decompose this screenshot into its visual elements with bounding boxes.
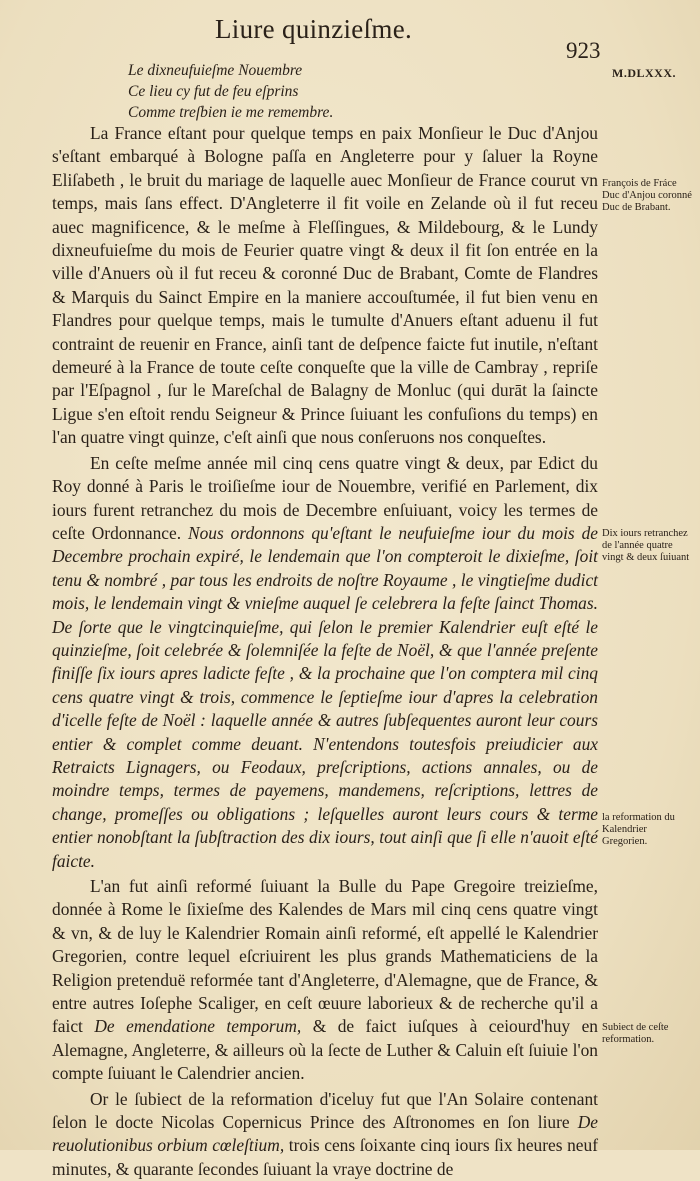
page-number: 923	[566, 38, 601, 63]
running-title: Liure quinzieſme.	[215, 14, 413, 44]
book-title: De emendatione temporum,	[94, 1016, 302, 1037]
paragraph-anjou: La France eſtant pour quelque temps en paix Monſieur le Duc d'Anjou s'eſtant embarqué à Bologne paſſa en Angleterre pour y ſaluer la Royne Eliſabeth , le bruit du mariage de laquelle auec Monſieur de France courut vn temps, mais ſans effect. D'Angleterre il fit voile en Zelande où il fut receu auec magnificence, & le meſme à Fleſſingues, & Mildebourg, & le Lundy dixneufuieſme du mois de Feurier quatre vingt & deux il fit ſon entrée en la ville d'Anuers où il fut receu & coronné Duc de Brabant, Comte de Flandres & Marquis du Sainct Empire en la maniere accouſtumée, il fut bien venu en Flandres pour quelque temps, mais le tumulte d'Anuers eſtant aduenu il fut contraint de reuenir en France, ainſi tant de deſpence faicte fut inutile, n'eſtant demeuré à la France de toute ceſte conqueſte que la ville de Cambray , repriſe par l'Eſpagnol , ſur le Mareſchal de Balagny de Monluc (qui durāt la ſaincte Ligue s'en eſtoit rendu Seigneur & Prince ſuiuant les confuſions du temps) en l'an quatre vingt quinze, c'eſt ainſi que nous conſeruons nos conqueſtes.	[52, 123, 598, 448]
verse-inscription	[128, 60, 333, 123]
margin-note-anjou: François de Fráce Duc d'Anjou coronné Duc de Brabant.	[602, 178, 692, 213]
paragraph-gregorian: L'an fut ainſi reformé ſuiuant la Bulle du Pape Gregoire treizieſme, donnée à Rome le ſixieſme des Kalendes de Mars mil cinq cens quatre vingt & vn, & de luy le Kalendrier Romain ainſi reformé, eſt appellé le Kalendrier Gregorien, contre lequel eſcriuirent les plus grands Mathematiciens de la Religion pretenduë reformée tant d'Angleterre, d'Alemagne, que de France, & entre autres Ioſephe Scaliger, en ceſt œuure laborieux & de recherche qu'il a faict De emendatione temporum, & de faict iuſques à ceiourd'huy en Alemagne, Angleterre, & ailleurs où la ſecte de Luther & Caluin eſt ſuiuie l'on compte ſuiuant le Calendrier ancien.	[52, 876, 598, 1084]
book-title: De reuolutionibus orbium cœleſtium,	[52, 1112, 598, 1156]
verse-line: Ce lieu cy fut de feu eſprins	[128, 83, 299, 100]
year-marginal: M.DLXXX.	[612, 66, 676, 80]
paragraph-copernicus: Or le ſubiect de la reformation d'iceluy fut que l'An Solaire contenant ſelon le docte Nicolas Copernicus Prince des Aſtronomes en ſon liure De reuolutionibus orbium cœleſtium, trois cens ſoixante cinq iours ſix heures neuf minutes, & quarante ſecondes ſuiuant la vraye doctrine de	[52, 1088, 598, 1179]
margin-note-subject: Subiect de ceſte reformation.	[602, 1022, 669, 1045]
paragraph-edict: En ceſte meſme année mil cinq cens quatre vingt & deux, par Edict du Roy donné à Paris le troiſieſme iour de Nouembre, verifié en Parlement, dix iours furent retranchez du mois de Decembre enſuiuant, voicy les termes de ceſte Ordonnance. Nous ordonnons qu'eſtant le neufuieſme iour du mois de Decembre prochain expiré, le lendemain que l'on compteroit le dixieſme, ſoit tenu & nombré , par tous les endroits de noſtre Royaume , le vingtieſme dudict mois, le lendemain vingt & vnieſme auquel ſe celebrera la feſte ſainct Thomas. De ſorte que le vingtcinquieſme, qui ſelon le premier Kalendrier euſt eſté le quinzieſme, ſoit celebrée & ſolemniſée la feſte de Noël, & que l'année preſente finiſſe ſix iours apres ladicte feſte , & la prochaine que l'on comptera mil cinq cens quatre vingt & trois, commence le ſeptieſme iour d'apres la celebration d'icelle feſte de Noël : laquelle année & autres ſubſequentes auront leur cours entier & complet comme deuant. N'entendons toutesfois preiudicier aux Retraicts Lignagers, ou Feodaux, preſcriptions, actions annales, ou de moindre temps, termes de payemens, mandemens, reſcriptions, lettres de change, promeſſes ou obligations ; leſquelles auront leurs cours & terme entier nonobſtant la ſubſtraction des dix iours, tout ainſi que ſi elle n'auoit eſté faicte.	[52, 452, 598, 871]
edict-quote: Nous ordonnons qu'eſtant le neufuieſme iour du mois de Decembre prochain expiré, le lendemain que l'on compteroit le dixieſme, ſoit tenu & nombré , par tous les endroits de noſtre Royaume , le vingtieſme dudict mois, le lendemain vingt & vnieſme auquel ſe celebrera la feſte ſainct Thomas. De ſorte que le vingtcinquieſme, qui ſelon le premier Kalendrier euſt eſté le quinzieſme, ſoit celebrée & ſolemniſée la feſte de Noël, & que l'année preſente finiſſe ſix iours apres ladicte feſte , & la prochaine que l'on comptera mil cinq cens quatre vingt & trois, commence le ſeptieſme iour d'apres la celebration d'icelle feſte de Noël : laquelle année & autres ſubſequentes auront leur cours entier & complet comme deuant. N'entendons toutesfois preiudicier aux Retraicts Lignagers, ou Feodaux, preſcriptions, actions annales, ou de moindre temps, termes de payemens, mandemens, reſcriptions, lettres de change, promeſſes ou obligations ; leſquelles auront leurs cours & terme entier nonobſtant la ſubſtraction des dix iours, tout ainſi que ſi elle n'auoit eſté faicte.	[52, 522, 598, 871]
margin-note-ten-days: Dix iours retranchez de l'année quatre vingt & deux ſuiuant	[602, 528, 690, 563]
margin-note-reform: la reformation du Kalendrier Gregorien.	[602, 812, 675, 847]
main-text	[52, 122, 598, 1181]
verse-line: Le dixneufuieſme Nouembre	[128, 62, 303, 79]
verse-line: Comme treſbien ie me remembre.	[128, 104, 334, 121]
